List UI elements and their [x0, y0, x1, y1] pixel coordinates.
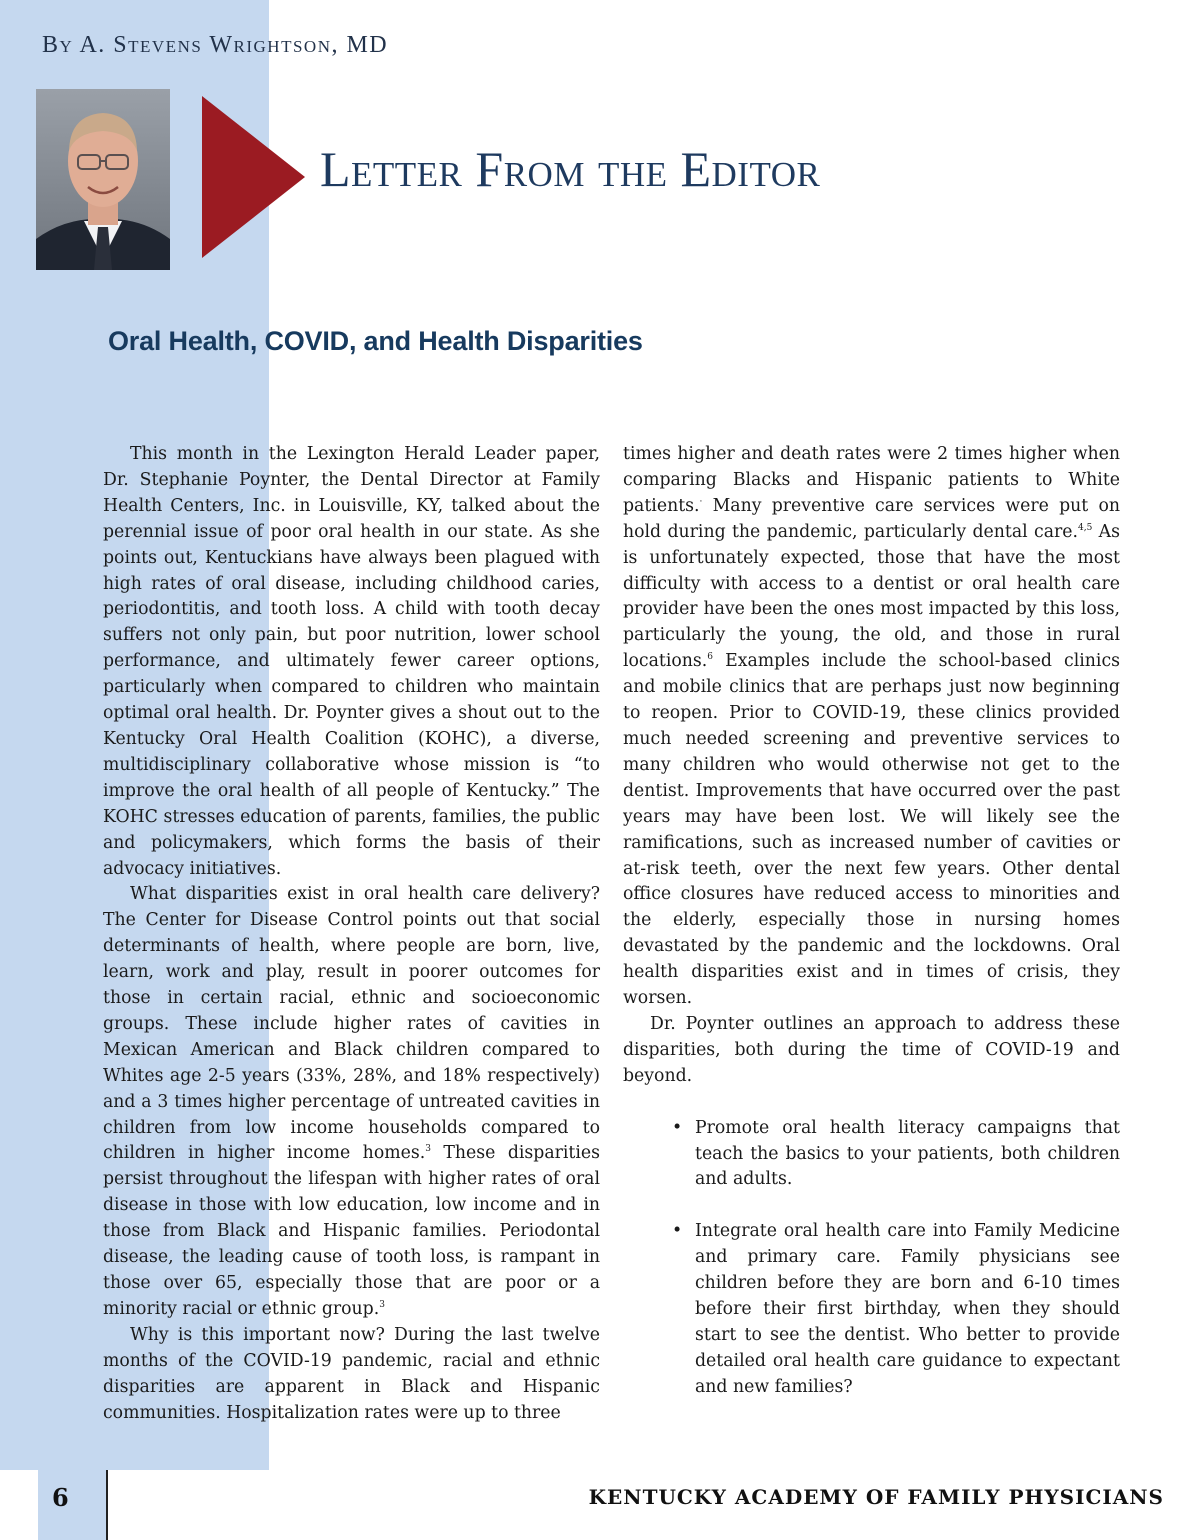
paragraph: times higher and death rates were 2 times higher when comparing Blacks and Hispanic patients to White patients.· Many preventive care services were put on hold during the pandemic, particularly dental care.$^{4,5}$ As is unfortunately expected, those that have the most difficulty with access to a dentist or oral health care provider have been the ones most impacted by this loss, particularly the young, the old, and those in rural locations.$^6$ Examples include the school-based clinics and mobile clinics that are perhaps just now beginning to reopen. Prior to COVID-19, these clinics provided much needed screening and preventive services to many children who would otherwise not get to the dentist. Improvements that have occurred over the past years may have been lost. We will likely see the ramifications, such as increased number of cavities or at-risk teeth, over the next few years. Other dental office closures have reduced access to minorities and the elderly, especially those in nursing homes devastated by the pandemic and the lockdowns. Oral health disparities exist and in times of crisis, they worsen.	[623, 444, 1121, 1009]
citation: 3	[425, 1144, 431, 1155]
page-number-block	[38, 1470, 106, 1540]
red-arrow-icon	[202, 96, 305, 258]
author-photo	[36, 89, 170, 270]
section-title: Letter From the Editor	[320, 141, 821, 197]
right-column	[623, 442, 1120, 1427]
article-title: Oral Health, COVID, and Health Disparities	[108, 326, 643, 356]
paragraph: Why is this important now? During the last twelve months of the COVID-19 pandemic, racial and ethnic disparities are apparent in Black and Hispanic communities. Hospitalization rates were up to three	[103, 1324, 600, 1423]
recommendation-list	[623, 1116, 1120, 1401]
list-item: • Integrate oral health care into Family Medicine and primary care. Family physicians see children before they are born and 6-10 times before their first birthday, when they should start to see the dentist. Who better to provide detailed oral health care guidance to expectant and new families?	[695, 1219, 1120, 1400]
byline: By A. Stevens Wrightson, MD	[42, 32, 389, 58]
page-number: 6	[52, 1483, 69, 1512]
citation: ·	[699, 496, 703, 507]
footer-organization: KENTUCKY ACADEMY OF FAMILY PHYSICIANS	[588, 1485, 1164, 1509]
citation: 3	[379, 1299, 385, 1310]
paragraph: Dr. Poynter outlines an approach to address these disparities, both during the time of COVID-19 and beyond.	[623, 1013, 1120, 1086]
left-column	[103, 442, 600, 1426]
citation: 6	[707, 652, 714, 663]
author-portrait-icon	[36, 89, 170, 270]
paragraph: What disparities exist in oral health care delivery? The Center for Disease Control points out that social determinants of health, where people are born, live, learn, work and play, result in poorer outcomes for those in certain racial, ethnic and socioeconomic groups. These include higher rates of cavities in Mexican American and Black children compared to Whites age 2-5 years (33%, 28%, and 18% respectively) and a 3 times higher percentage of untreated cavities in children from low income households compared to children in higher income homes.$^3$ These disparities persist throughout the lifespan with higher rates of oral disease in those with low education, low income and in those from Black and Hispanic families. Periodontal disease, the leading cause of tooth loss, is rampant in those over 65, especially those that are poor or a minority racial or ethnic group.$^3$	[103, 884, 600, 1319]
paragraph: This month in the Lexington Herald Leader paper, Dr. Stephanie Poynter, the Dental Director at Family Health Centers, Inc. in Louisville, KY, talked about the perennial issue of poor oral health in our state. As she points out, Kentuckians have always been plagued with high rates of oral disease, including childhood caries, periodontitis, and tooth loss. A child with tooth decay suffers not only pain, but poor nutrition, lower school performance, and ultimately fewer career options, particularly when compared to children who maintain optimal oral health. Dr. Poynter gives a shout out to the Kentucky Oral Health Coalition (KOHC), a diverse, multidisciplinary collaborative whose mission is “to improve the oral health of all people of Kentucky.” The KOHC stresses education of parents, families, the public and policymakers, which forms the basis of their advocacy initiatives.	[103, 444, 600, 879]
list-item: • Promote oral health literacy campaigns that teach the basics to your patients, both children and adults.	[695, 1116, 1120, 1194]
citation: 4,5	[1077, 522, 1093, 533]
footer-divider	[106, 1470, 108, 1540]
